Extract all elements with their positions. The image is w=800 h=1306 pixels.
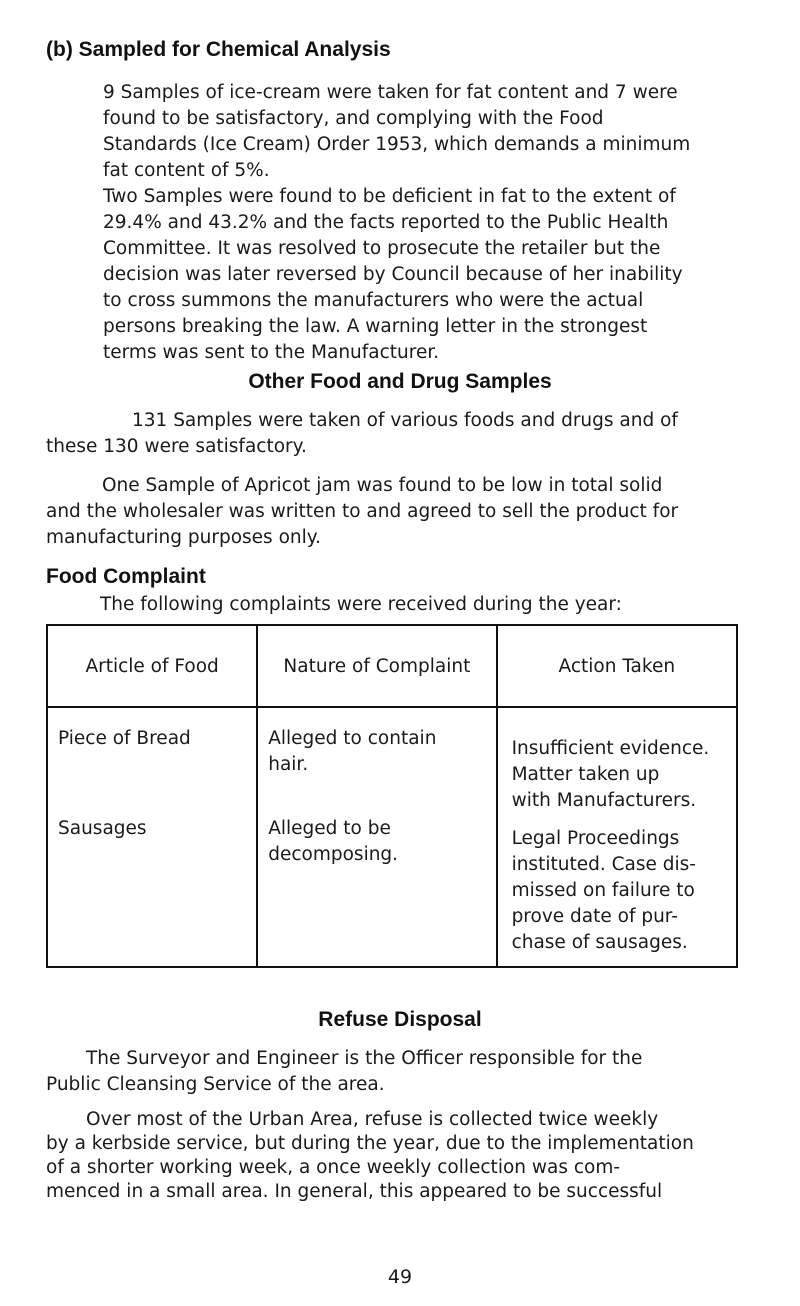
cell-text: Matter taken up [511, 764, 660, 785]
column-header-action: Action Taken [497, 625, 737, 707]
cell-text: Piece of Bread [58, 728, 191, 749]
text-line: by a kerbside service, but during the year, due to the implementation [46, 1133, 694, 1154]
food-complaint-intro [100, 592, 622, 618]
text-line: Committee. It was resolved to prosecute the retailer but the [103, 238, 661, 259]
table-row [47, 816, 737, 967]
page-number: 49 [387, 1266, 413, 1288]
table-header-row [47, 625, 737, 707]
cell-text: Alleged to contain [268, 728, 437, 749]
cell-action [497, 707, 737, 816]
text-line: The following complaints were received during the year: [100, 594, 622, 615]
text-line: these 130 were satisfactory. [46, 436, 307, 457]
cell-text: hair. [268, 754, 309, 775]
cell-text: Sausages [58, 818, 147, 839]
text-line: Two Samples were found to be deficient in fat to the extent of [103, 186, 676, 207]
table-row [47, 707, 737, 816]
text-line: and the wholesaler was written to and agreed to sell the product for [46, 501, 679, 522]
cell-text: with Manufacturers. [511, 790, 697, 811]
cell-article [47, 707, 257, 816]
column-header-nature: Nature of Complaint [257, 625, 496, 707]
section-heading-sampled: (b) Sampled for Chemical Analysis [46, 38, 391, 61]
section-heading-refuse-disposal: Refuse Disposal [318, 1008, 482, 1031]
text-line: 131 Samples were taken of various foods and drugs and of [132, 410, 678, 431]
section-heading-food-complaint: Food Complaint [46, 565, 206, 588]
text-line: One Sample of Apricot jam was found to be low in total solid [102, 475, 663, 496]
refuse-paragraph-1 [46, 1046, 642, 1098]
text-line: The Surveyor and Engineer is the Officer responsible for the [86, 1048, 643, 1069]
text-line: of a shorter working week, a once weekly collection was com- [46, 1157, 621, 1178]
food-complaint-table [46, 624, 738, 968]
cell-text: instituted. Case dis- [511, 854, 696, 875]
text-line: found to be satisfactory, and complying with the Food [103, 108, 604, 129]
text-line: Over most of the Urban Area, refuse is collected twice weekly [86, 1109, 659, 1130]
sampled-paragraph [103, 80, 690, 366]
text-line: 29.4% and 43.2% and the facts reported to the Public Health [103, 212, 669, 233]
text-line: fat content of 5%. [103, 160, 270, 181]
cell-article [47, 816, 257, 967]
cell-action [497, 816, 737, 967]
other-samples-paragraph-1 [46, 408, 678, 460]
cell-text: prove date of pur- [511, 906, 678, 927]
cell-nature [257, 707, 496, 816]
text-line: menced in a small area. In general, this appeared to be successful [46, 1181, 663, 1202]
cell-nature [257, 816, 496, 967]
other-samples-paragraph-2 [46, 473, 678, 551]
cell-text: decomposing. [268, 844, 399, 865]
text-line: persons breaking the law. A warning letter in the strongest [103, 316, 648, 337]
text-line: Public Cleansing Service of the area. [46, 1074, 385, 1095]
column-header-article: Article of Food [47, 625, 257, 707]
cell-text: Legal Proceedings [511, 828, 680, 849]
text-line: 9 Samples of ice-cream were taken for fat content and 7 were [103, 82, 678, 103]
text-line: manufacturing purposes only. [46, 527, 321, 548]
text-line: terms was sent to the Manufacturer. [103, 342, 440, 363]
text-line: decision was later reversed by Council because of her inability [103, 264, 683, 285]
text-line: Standards (Ice Cream) Order 1953, which demands a minimum [103, 134, 691, 155]
text-line: to cross summons the manufacturers who were the actual [103, 290, 644, 311]
cell-text: Insufficient evidence. [511, 738, 710, 759]
cell-text: chase of sausages. [511, 932, 688, 953]
section-heading-other-samples: Other Food and Drug Samples [248, 370, 552, 393]
cell-text: Alleged to be [268, 818, 391, 839]
refuse-paragraph-2 [46, 1108, 694, 1204]
cell-text: missed on failure to [511, 880, 695, 901]
